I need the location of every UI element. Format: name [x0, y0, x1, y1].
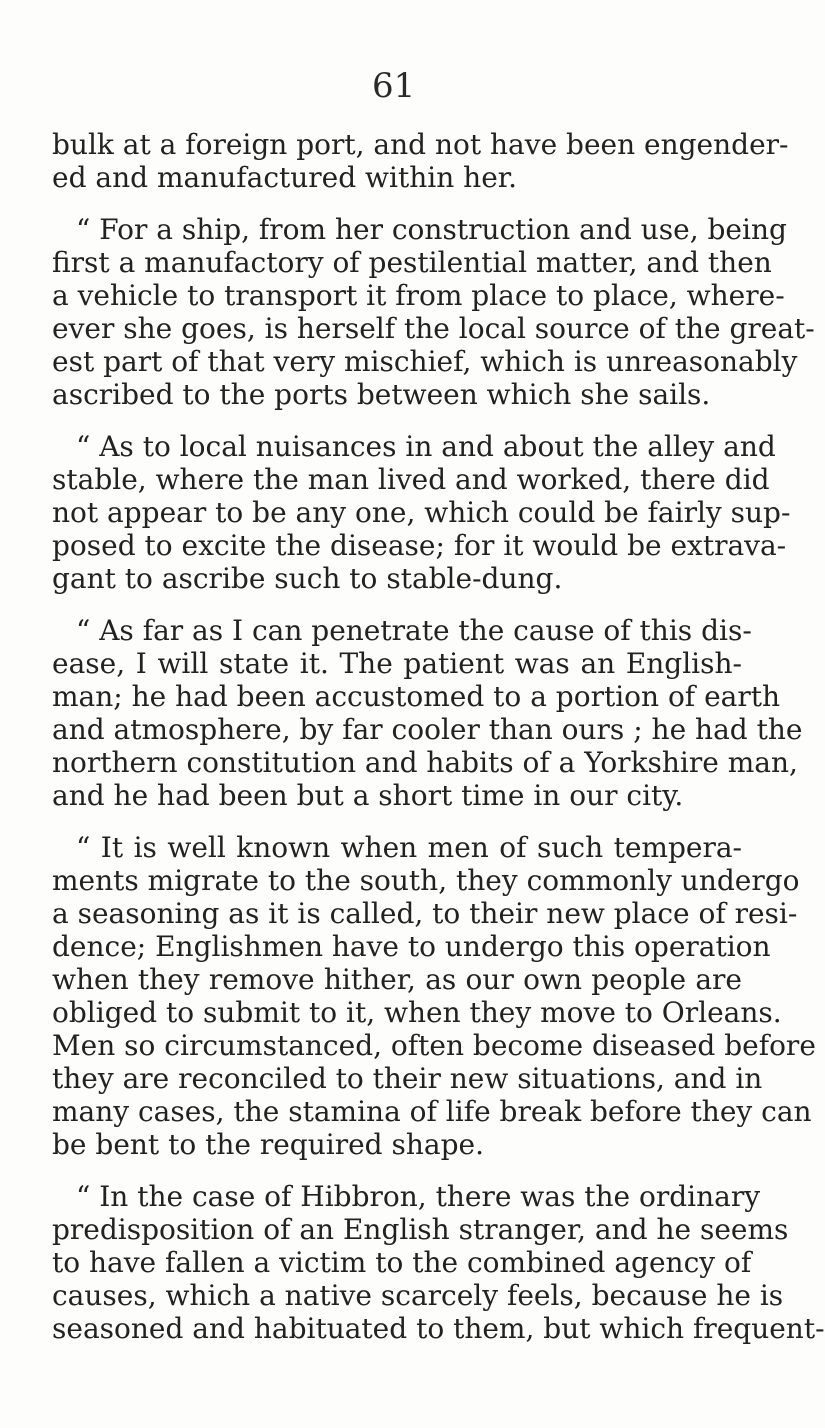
text-line: when they remove hither, as our own people are: [52, 963, 742, 996]
text-line: Men so circumstanced, often become diseased before: [52, 1029, 816, 1062]
text-line: ments migrate to the south, they commonly undergo: [52, 864, 800, 897]
text-line: be bent to the required shape.: [52, 1128, 484, 1161]
paragraph-6: [52, 1180, 825, 1345]
text-line: obliged to submit to it, when they move to Orleans.: [52, 996, 782, 1029]
text-line: a seasoning as it is called, to their new place of resi-: [52, 897, 798, 930]
text-line: ever she goes, is herself the local source of the great-: [52, 312, 815, 345]
text-line: and he had been but a short time in our city.: [52, 779, 684, 812]
text-line: “ In the case of Hibbron, there was the ordinary: [76, 1180, 761, 1213]
text-line: “ For a ship, from her construction and use, being: [76, 213, 787, 246]
paragraph-4: [52, 614, 803, 812]
text-line: first a manufactory of pestilential matter, and then: [52, 246, 772, 279]
text-line: ed and manufactured within her.: [52, 161, 517, 194]
text-line: a vehicle to transport it from place to place, where-: [52, 279, 785, 312]
text-line: predisposition of an English stranger, and he seems: [52, 1213, 789, 1246]
paragraph-3: [52, 430, 791, 595]
text-line: causes, which a native scarcely feels, because he is: [52, 1279, 784, 1312]
paragraph-5: [52, 831, 816, 1161]
text-line: man; he had been accustomed to a portion of earth: [52, 680, 780, 713]
text-line: est part of that very mischief, which is unreasonably: [52, 345, 798, 378]
text-line: stable, where the man lived and worked, there did: [52, 463, 770, 496]
text-line: ascribed to the ports between which she sails.: [52, 378, 711, 411]
text-line: bulk at a foreign port, and not have been engender-: [52, 128, 789, 161]
paragraph-2: [52, 213, 815, 411]
text-line: ease, I will state it. The patient was an English-: [52, 647, 742, 680]
page-number: 61: [372, 66, 416, 106]
text-line: “ It is well known when men of such tempera-: [76, 831, 742, 864]
text-line: posed to excite the disease; for it would be extrava-: [52, 529, 787, 562]
text-line: dence; Englishmen have to undergo this operation: [52, 930, 771, 963]
body-text: [52, 128, 825, 1345]
text-line: “ As far as I can penetrate the cause of this dis-: [76, 614, 752, 647]
text-line: “ As to local nuisances in and about the alley and: [76, 430, 776, 463]
text-line: many cases, the stamina of life break before they can: [52, 1095, 812, 1128]
text-line: and atmosphere, by far cooler than ours ; he had the: [52, 713, 803, 746]
text-line: not appear to be any one, which could be fairly sup-: [52, 496, 791, 529]
text-line: gant to ascribe such to stable-dung.: [52, 562, 563, 595]
text-line: they are reconciled to their new situations, and in: [52, 1062, 763, 1095]
text-line: seasoned and habituated to them, but which frequent-: [52, 1312, 825, 1345]
paragraph-1: [52, 128, 789, 194]
text-line: northern constitution and habits of a Yorkshire man,: [52, 746, 798, 779]
text-line: to have fallen a victim to the combined agency of: [52, 1246, 752, 1279]
